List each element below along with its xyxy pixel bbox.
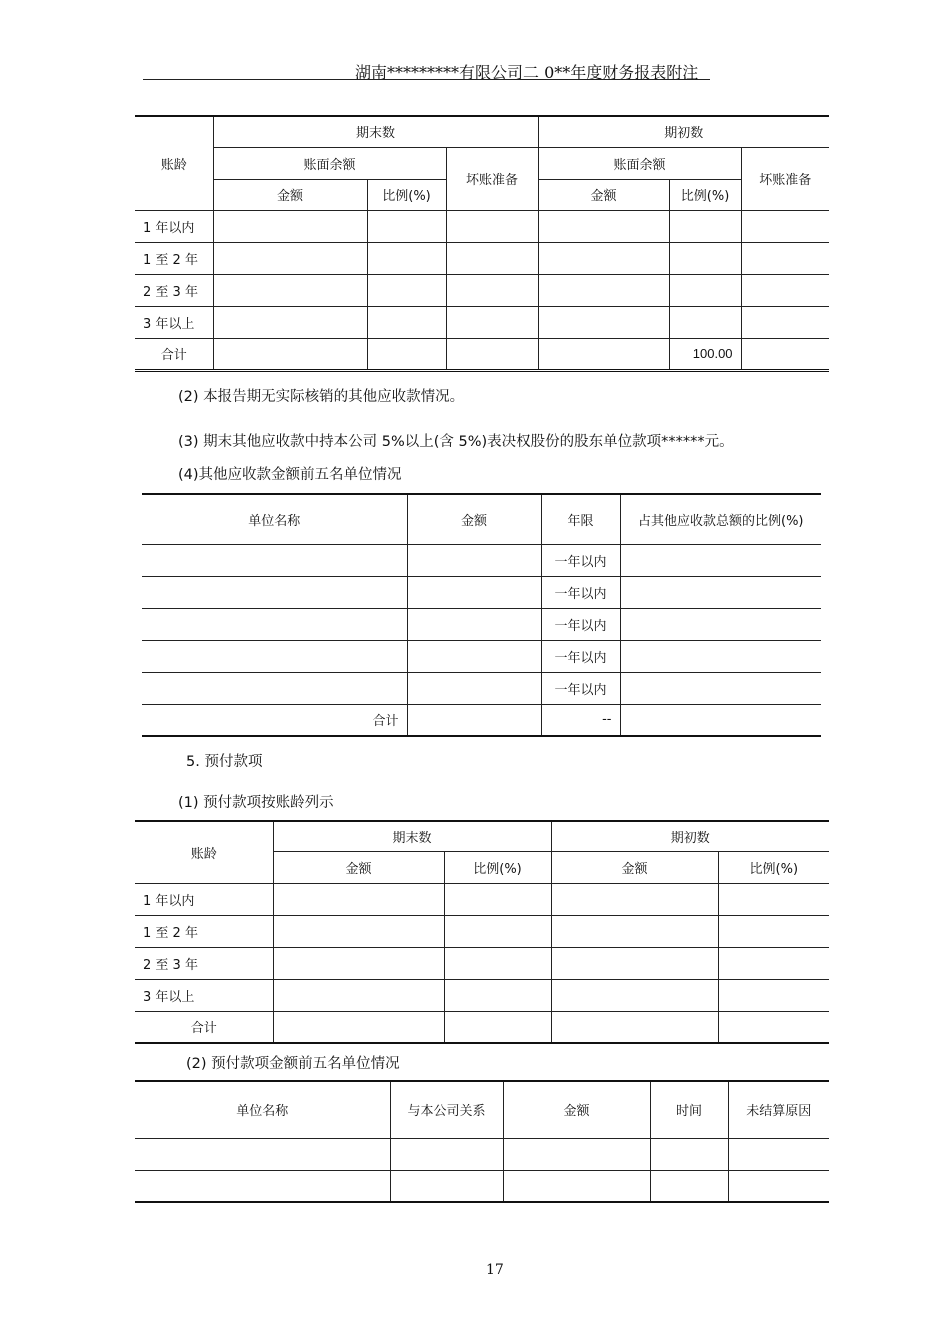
table-row (135, 242, 829, 274)
col-ratio-begin: 比例(%) (669, 179, 741, 210)
col-end: 期末数 (273, 821, 551, 851)
table-row (135, 1170, 829, 1202)
table-row (135, 210, 829, 242)
col-relation: 与本公司关系 (390, 1081, 503, 1138)
col-unit-name: 单位名称 (135, 1081, 390, 1138)
section-5-1-heading: (1) 预付款项按账龄列示 (178, 795, 334, 811)
table-row (135, 915, 829, 947)
table-row-total (142, 704, 821, 736)
table-row (135, 306, 829, 338)
col-amount-begin: 金额 (551, 851, 718, 883)
section-5-2-heading: (2) 预付款项金额前五名单位情况 (186, 1056, 400, 1072)
table-row (135, 1138, 829, 1170)
table-row (142, 640, 821, 672)
row-label: 1 年以内 (135, 210, 213, 242)
table-row (135, 274, 829, 306)
note-4: (4)其他应收款金额前五名单位情况 (178, 467, 402, 483)
table-row-total (135, 338, 829, 370)
table-row-total (135, 1011, 829, 1043)
row-label: 1 至 2 年 (135, 242, 213, 274)
total-begin-ratio: 100.00 (669, 338, 741, 370)
col-ratio: 占其他应收款总额的比例(%) (620, 494, 821, 544)
col-period: 年限 (541, 494, 620, 544)
top5-other-receivables-table (142, 493, 821, 737)
col-reason: 未结算原因 (728, 1081, 829, 1138)
col-ratio-begin: 比例(%) (718, 851, 829, 883)
aging-table-other-receivables (135, 115, 829, 372)
aging-table-prepayments (135, 820, 829, 1044)
table-row (142, 576, 821, 608)
col-begin: 期初数 (538, 116, 829, 147)
period-value: 一年以内 (541, 640, 620, 672)
period-value: 一年以内 (541, 576, 620, 608)
row-label-total: 合计 (135, 1011, 273, 1043)
row-label: 1 年以内 (135, 883, 273, 915)
col-amount: 金额 (503, 1081, 650, 1138)
period-value: 一年以内 (541, 672, 620, 704)
row-label: 2 至 3 年 (135, 274, 213, 306)
table-row (142, 544, 821, 576)
total-period: -- (541, 704, 620, 736)
col-amount-end: 金额 (213, 179, 367, 210)
col-bad-debt-begin: 坏账准备 (741, 147, 829, 210)
col-book-balance-end: 账面余额 (213, 147, 446, 179)
table-row (142, 608, 821, 640)
col-unit-name: 单位名称 (142, 494, 407, 544)
col-ratio-end: 比例(%) (444, 851, 551, 883)
col-amount-end: 金额 (273, 851, 444, 883)
col-amount: 金额 (407, 494, 541, 544)
table-row (135, 947, 829, 979)
row-label: 2 至 3 年 (135, 947, 273, 979)
period-value: 一年以内 (541, 544, 620, 576)
col-begin: 期初数 (551, 821, 829, 851)
page-number: 17 (486, 1262, 504, 1278)
col-aging: 账龄 (135, 116, 213, 210)
table-row (142, 672, 821, 704)
row-label: 3 年以上 (135, 306, 213, 338)
row-label: 3 年以上 (135, 979, 273, 1011)
col-aging: 账龄 (135, 821, 273, 883)
page-header-title: 湖南*********有限公司二 0**年度财务报表附注 (355, 63, 699, 82)
row-label-total: 合计 (135, 338, 213, 370)
section-5-heading: 5. 预付款项 (186, 754, 263, 770)
col-time: 时间 (650, 1081, 728, 1138)
total-label: 合计 (142, 704, 407, 736)
row-label: 1 至 2 年 (135, 915, 273, 947)
period-value: 一年以内 (541, 608, 620, 640)
col-bad-debt-end: 坏账准备 (446, 147, 538, 210)
col-amount-begin: 金额 (538, 179, 669, 210)
col-book-balance-begin: 账面余额 (538, 147, 741, 179)
table-row (135, 979, 829, 1011)
col-end: 期末数 (213, 116, 538, 147)
note-3: (3) 期末其他应收款中持本公司 5%以上(含 5%)表决权股份的股东单位款项******元。 (178, 434, 734, 450)
note-2: (2) 本报告期无实际核销的其他应收款情况。 (178, 389, 465, 405)
header-rule (143, 79, 710, 80)
col-ratio-end: 比例(%) (367, 179, 446, 210)
table-row (135, 883, 829, 915)
top5-prepayments-table (135, 1080, 829, 1203)
